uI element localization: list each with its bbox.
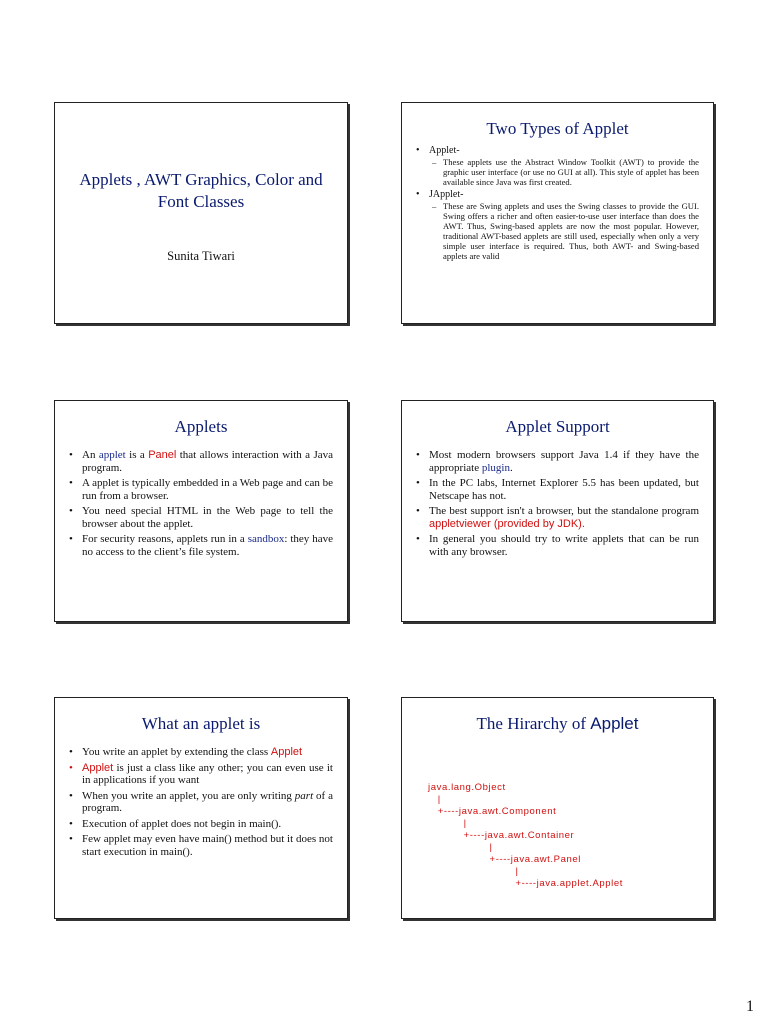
hierarchy-line: | bbox=[428, 842, 493, 853]
class-hierarchy bbox=[428, 782, 623, 890]
appletviewer-term: appletviewer (provided by JDK). bbox=[429, 517, 585, 530]
slide-author: Sunita Tiwari bbox=[167, 249, 235, 263]
slide-two-types-heading: Two Types of Applet bbox=[486, 119, 629, 138]
hierarchy-line: +----java.awt.Component bbox=[428, 806, 557, 817]
list-item: • A applet is typically embedded in a Web page and can be run from a browser. bbox=[69, 477, 333, 502]
slide-what-applet-heading: What an applet is bbox=[141, 714, 261, 733]
applet-type-label: Applet- bbox=[429, 145, 460, 156]
list-item bbox=[416, 189, 699, 261]
japplet-type-label: JApplet- bbox=[429, 189, 464, 200]
hierarchy-line: +----java.applet.Applet bbox=[428, 878, 623, 889]
hierarchy-line: java.lang.Object bbox=[428, 782, 506, 793]
applet-class-term: Applet bbox=[270, 746, 303, 758]
japplet-type-desc: – These are Swing applets and uses the Swing classes to provide the GUI. Swing offers a richer and often easier-to-use user interface than does the AWT. Thus, Swing-based applets are now the most popular. However, traditional AWT-based applets are still used, especially when only a very simple user interface is required. Thus, both AWT- and Swing-based applets are valid bbox=[429, 201, 699, 261]
two-types-list bbox=[416, 145, 699, 263]
list-item: • In general you should try to write applets that can be run with any browser. bbox=[416, 533, 699, 558]
slide-applets-heading: Applets bbox=[174, 417, 228, 436]
slide-what-applet bbox=[54, 697, 348, 919]
panel-term: Panel bbox=[148, 449, 177, 461]
list-item: • You need special HTML in the Web page to tell the browser about the applet. bbox=[69, 505, 333, 530]
list-item: • An applet is a Panel that allows interaction with a Java program. bbox=[69, 449, 333, 474]
list-item: • You write an applet by extending the class Applet bbox=[69, 746, 333, 759]
hierarchy-line: | bbox=[428, 794, 441, 805]
applet-class-term: Applet bbox=[82, 761, 114, 774]
hierarchy-line: +----java.awt.Panel bbox=[428, 854, 581, 865]
what-applet-list bbox=[69, 746, 333, 861]
slide-title-heading: Applets , AWT Graphics, Color and Font Classes bbox=[79, 170, 323, 211]
support-list bbox=[416, 449, 699, 561]
list-item: • For security reasons, applets run in a sandbox: they have no access to the client’s file system. bbox=[69, 533, 333, 558]
hierarchy-line: | bbox=[428, 866, 519, 877]
hierarchy-line: | bbox=[428, 818, 467, 829]
slide-hierarchy-heading: The Hirarchy of Applet bbox=[476, 714, 639, 733]
list-item: • The best support isn't a browser, but the standalone program appletviewer (provided by JDK). bbox=[416, 505, 699, 530]
slide-applet-support bbox=[401, 400, 714, 622]
applet-term: applet bbox=[98, 449, 126, 461]
list-item: • Execution of applet does not begin in main(). bbox=[69, 818, 333, 831]
applets-list bbox=[69, 449, 333, 561]
list-item: • Applet is just a class like any other; you can even use it in applications if you want bbox=[69, 762, 333, 787]
applet-type-desc: – These applets use the Abstract Window Toolkit (AWT) to provide the graphic user interface (or use no GUI at all). This style of applet has been available since Java was first created. bbox=[429, 157, 699, 187]
list-item: • In the PC labs, Internet Explorer 5.5 has been updated, but Netscape has not. bbox=[416, 477, 699, 502]
plugin-term: plugin bbox=[481, 461, 510, 474]
slide-applets bbox=[54, 400, 348, 622]
list-item: • Few applet may even have main() method but it does not start execution in main(). bbox=[69, 833, 333, 858]
list-item: • When you write an applet, you are only writing part of a program. bbox=[69, 790, 333, 815]
hierarchy-line: +----java.awt.Container bbox=[428, 830, 575, 841]
slide-title bbox=[54, 102, 348, 324]
slide-two-types bbox=[401, 102, 714, 324]
list-item: • Most modern browsers support Java 1.4 if they have the appropriate plugin. bbox=[416, 449, 699, 474]
list-item bbox=[416, 145, 699, 187]
slide-hierarchy bbox=[401, 697, 714, 919]
slide-applet-support-heading: Applet Support bbox=[505, 417, 610, 436]
sandbox-term: sandbox bbox=[247, 533, 285, 545]
page-number: 1 bbox=[746, 998, 754, 1015]
